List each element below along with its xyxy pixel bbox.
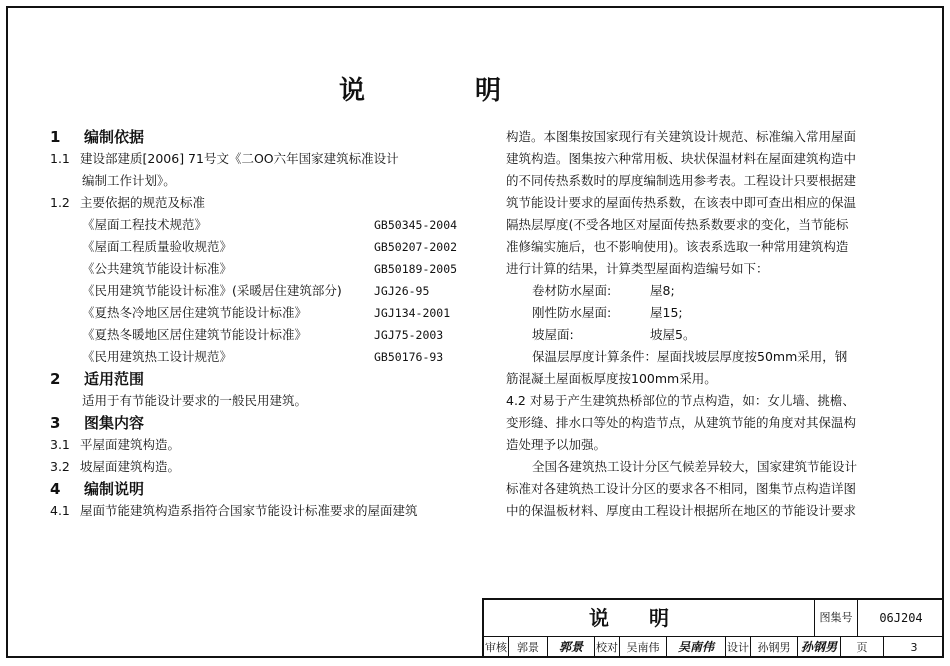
item-1-1: 1.1 建设部建质[2006] 71号文《二OO六年国家建筑标准设计 bbox=[50, 151, 399, 166]
title-block-top bbox=[484, 600, 944, 637]
standard-row: 《夏热冬暖地区居住建筑节能设计标准》 JGJ75-2003 bbox=[82, 327, 444, 342]
atlas-number: 06J204 bbox=[879, 611, 923, 625]
roof-type-row: 刚性防水屋面: 屋15; bbox=[532, 305, 683, 320]
paragraph-line: 进行计算的结果，计算类型屋面构造编号如下： bbox=[506, 261, 769, 276]
design-label: 设计 bbox=[726, 637, 751, 658]
page-title: 说明 bbox=[338, 76, 611, 106]
paragraph-line: 中的保温板材料、厚度由工程设计根据所在地区的节能设计要求 bbox=[506, 503, 857, 518]
reviewer-name: 郭景 bbox=[509, 637, 548, 658]
paragraph-line: 造处理予以加强。 bbox=[506, 437, 607, 452]
paragraph-line: 的不同传热系数时的厚度编制选用参考表。工程设计只要根据建 bbox=[506, 173, 857, 188]
checker-signature: 吴南伟 bbox=[667, 637, 726, 658]
roof-type-row: 卷材防水屋面: 屋8; bbox=[532, 283, 675, 298]
title-block bbox=[482, 598, 944, 658]
section-2-text: 适用于有节能设计要求的一般民用建筑。 bbox=[82, 393, 308, 408]
standard-row: 《民用建筑节能设计标准》(采暖居住建筑部分) JGJ26-95 bbox=[82, 283, 430, 298]
designer-signature: 孙钢男 bbox=[798, 637, 841, 658]
standard-row: 《夏热冬冷地区居住建筑节能设计标准》 JGJ134-2001 bbox=[82, 305, 451, 320]
page-number: 3 bbox=[910, 641, 918, 654]
reviewer-signature: 郭景 bbox=[548, 637, 595, 658]
review-label: 审核 bbox=[484, 637, 509, 658]
paragraph-line: 准修编实施后，也不影响使用)。该表系选取一种常用建筑构造 bbox=[506, 239, 849, 254]
item-3-2: 3.2 坡屋面建筑构造。 bbox=[50, 459, 181, 474]
item-3-1: 3.1 平屋面建筑构造。 bbox=[50, 437, 181, 452]
check-label: 校对 bbox=[595, 637, 620, 658]
paragraph-line: 保温层厚度计算条件：屋面找坡层厚度按50mm采用，钢 bbox=[532, 349, 848, 364]
standard-row: 《公共建筑节能设计标准》 GB50189-2005 bbox=[82, 261, 458, 276]
section-2-heading: 2 适用范围 bbox=[50, 370, 145, 388]
right-column bbox=[506, 126, 901, 522]
paragraph-line: 筋混凝土屋面板厚度按100mm采用。 bbox=[506, 371, 717, 386]
checker-name: 吴南伟 bbox=[620, 637, 667, 658]
paragraph-line: 变形缝、排水口等处的构造节点，从建筑节能的角度对其保温构 bbox=[506, 415, 857, 430]
designer-name: 孙钢男 bbox=[751, 637, 798, 658]
atlas-number-label: 图集号 bbox=[815, 600, 858, 636]
standard-row: 《屋面工程技术规范》 GB50345-2004 bbox=[82, 217, 458, 232]
item-1-2: 1.2 主要依据的规范及标准 bbox=[50, 195, 206, 210]
section-3-heading: 3 图集内容 bbox=[50, 414, 145, 432]
item-1-1-cont: 编制工作计划》。 bbox=[82, 173, 176, 188]
roof-type-row: 坡屋面: 坡屋5。 bbox=[532, 327, 696, 342]
paragraph-line: 全国各建筑热工设计分区气候差异较大，国家建筑节能设计 bbox=[532, 459, 858, 474]
paragraph-line: 标准对各建筑热工设计分区的要求各不相同，图集节点构造详图 bbox=[506, 481, 857, 496]
paragraph-line: 筑节能设计要求的屋面传热系数，在该表中即可查出相应的保温 bbox=[506, 195, 857, 210]
paragraph-line: 构造。本图集按国家现行有关建筑设计规范、标准编入常用屋面 bbox=[506, 129, 857, 144]
standard-row: 《民用建筑热工设计规范》 GB50176-93 bbox=[82, 349, 444, 364]
section-1-heading: 1 编制依据 bbox=[50, 128, 145, 146]
page-label: 页 bbox=[841, 637, 884, 658]
title-block-name: 说明 bbox=[484, 600, 815, 636]
paragraph-line: 隔热层厚度(不受各地区对屋面传热系数要求的变化，当节能标 bbox=[506, 217, 849, 232]
paragraph-line: 建筑构造。图集按六种常用板、块状保温材料在屋面建筑构造中 bbox=[506, 151, 857, 166]
title-block-signatures bbox=[484, 637, 944, 658]
left-column bbox=[50, 126, 480, 522]
paragraph-line: 4.2 对易于产生建筑热桥部位的节点构造，如：女儿墙、挑檐、 bbox=[506, 393, 855, 408]
item-4-1: 4.1 屋面节能建筑构造系指符合国家节能设计标准要求的屋面建筑 bbox=[50, 503, 418, 518]
standard-row: 《屋面工程质量验收规范》 GB50207-2002 bbox=[82, 239, 458, 254]
section-4-heading: 4 编制说明 bbox=[50, 480, 145, 498]
